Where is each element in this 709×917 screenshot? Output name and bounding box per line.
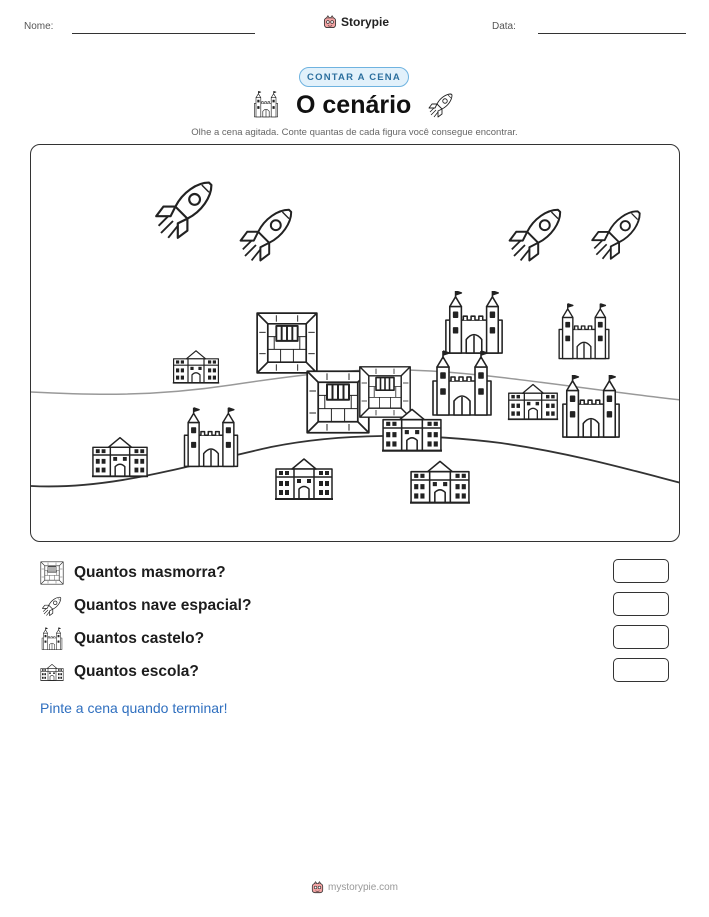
name-label: Nome:	[24, 21, 54, 32]
school-figure	[381, 403, 443, 455]
date-field[interactable]	[538, 33, 686, 34]
castle-figure	[557, 375, 625, 439]
page-title: O cenário	[296, 91, 412, 119]
answer-box-school[interactable]	[613, 658, 669, 682]
name-field[interactable]	[72, 33, 255, 34]
storypie-logo-icon	[311, 881, 324, 894]
scene-picture	[30, 144, 680, 542]
question-rocket	[40, 594, 251, 618]
castle-figure	[440, 291, 508, 355]
date-label: Data:	[492, 21, 516, 32]
school-figure	[507, 380, 559, 422]
question-text: Quantos masmorra?	[74, 564, 226, 581]
school-figure	[172, 347, 220, 385]
question-text: Quantos nave espacial?	[74, 597, 252, 614]
brand-name: Storypie	[341, 15, 390, 29]
rocket-figure	[586, 203, 648, 265]
question-text: Quantos escola?	[74, 663, 199, 680]
footer-brand	[0, 881, 709, 894]
school-figure	[274, 453, 334, 503]
dungeon-icon	[40, 561, 64, 585]
answer-box-rocket[interactable]	[613, 592, 669, 616]
rocket-figure	[503, 201, 569, 267]
brand-logo	[323, 15, 389, 29]
rocket-icon	[40, 594, 64, 618]
question-text: Quantos castelo?	[74, 630, 205, 647]
rocket-figure	[149, 173, 221, 245]
school-figure	[409, 455, 471, 507]
rocket-figure	[234, 201, 300, 267]
rocket-icon	[426, 90, 456, 120]
page-subtitle: Olhe a cena agitada. Conte quantas de cada figura você consegue encontrar.	[191, 127, 518, 138]
school-figure	[91, 433, 149, 479]
school-icon	[40, 660, 64, 684]
castle-figure	[554, 303, 614, 361]
footer-url: mystorypie.com	[327, 882, 398, 893]
question-school	[40, 660, 199, 684]
castle-icon	[40, 627, 64, 651]
activity-badge: CONTAR A CENA	[299, 67, 409, 87]
castle-icon	[252, 91, 280, 118]
castle-figure	[179, 407, 243, 469]
storypie-logo-icon	[323, 15, 337, 29]
dungeon-figure	[255, 311, 319, 375]
question-castle	[40, 627, 204, 651]
answer-box-castle[interactable]	[613, 625, 669, 649]
answer-box-dungeon[interactable]	[613, 559, 669, 583]
coloring-instruction: Pinte a cena quando terminar!	[40, 700, 228, 716]
question-dungeon	[40, 561, 226, 585]
